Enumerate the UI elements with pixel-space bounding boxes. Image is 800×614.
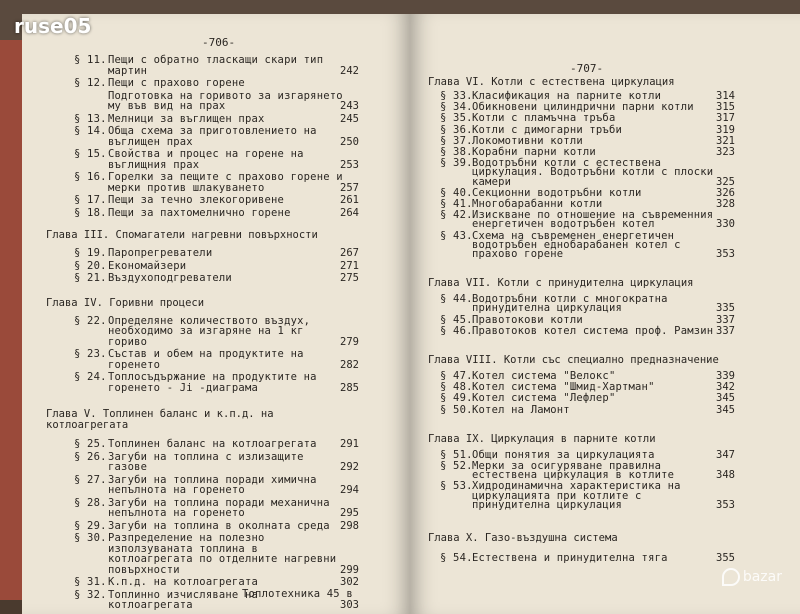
toc-entry-text: Правотоков котел система проф. Рамзин (472, 324, 714, 337)
toc-section-number: § 29. (74, 519, 107, 532)
toc-entry-text: енергетичен водотръбен котел (472, 218, 655, 231)
toc-entry-text: Определяне количеството въздух, (108, 314, 311, 327)
toc-page-number: 348 (716, 469, 735, 482)
toc-entry-text: котлоагрегата по отделните нагревни (108, 553, 337, 565)
toc-entry-text: въглищен прах (108, 135, 193, 148)
toc-entry-text: Подготовка на горивото за изгарянето (108, 89, 343, 102)
toc-section-number: § 21. (74, 272, 107, 284)
toc-entry-text: необходимо за изгаряне на 1 кг (108, 325, 304, 337)
toc-page-number: 245 (340, 112, 359, 125)
toc-page-number: 337 (716, 324, 735, 337)
toc-entry-text: гориво (108, 335, 148, 348)
toc-section-number: § 43. (440, 229, 473, 242)
toc-page-number: 285 (340, 381, 359, 394)
toc-page-number: 345 (716, 392, 735, 405)
toc-page-number: 282 (340, 358, 359, 371)
toc-section-number: § 31. (74, 576, 107, 588)
toc-page-number: 267 (340, 247, 359, 259)
chapter-heading: Глава VII. Котли с принудителна циркулация (428, 277, 694, 290)
toc-page-number: 271 (340, 259, 359, 272)
site-logo (722, 568, 782, 586)
toc-entry-text: Котли с димогарни тръби (472, 123, 622, 136)
right-page (410, 14, 800, 614)
toc-entry-text: Топлосъдържание на продуктите на (108, 371, 317, 383)
toc-page-number: 302 (340, 576, 359, 588)
toc-section-number: § 17. (74, 194, 107, 206)
toc-entry-text: Загуби на топлина поради химична (108, 473, 317, 486)
toc-section-number: § 19. (74, 247, 107, 259)
toc-entry-text: Правотокови котли (472, 313, 583, 326)
toc-page-number: 339 (716, 370, 735, 382)
logo-text: bazar (742, 569, 782, 585)
toc-section-number: § 11. (74, 54, 107, 66)
toc-page-number: 292 (340, 461, 359, 473)
toc-section-number: § 49. (440, 392, 473, 405)
toc-page-number: 298 (340, 519, 359, 532)
toc-entry-text: газове (108, 461, 148, 473)
toc-entry-text: горенето - Ji -диаграма (108, 381, 258, 394)
toc-section-number: § 18. (74, 206, 107, 219)
chapter-heading: Глава IX. Циркулация в парните котли (428, 432, 656, 445)
toc-entry-text: Котел система "Лефлер" (472, 392, 616, 405)
chapter-heading: Глава VI. Котли с естествена циркулация (428, 76, 675, 88)
chapter-heading: Глава VIII. Котли със специално предназначение (428, 354, 719, 366)
toc-entry-text: Загуби на топлина в околната среда (108, 519, 330, 532)
toc-entry-text: Схема на съвременен енергетичен (472, 229, 675, 242)
toc-page-number: 328 (716, 198, 735, 210)
toc-section-number: § 12. (74, 77, 107, 89)
toc-entry-text: Котел система "Велокс" (472, 370, 616, 382)
toc-section-number: § 45. (440, 313, 473, 326)
toc-section-number: § 24. (74, 371, 107, 383)
toc-entry-text: Горелки за пещите с прахово горене и (108, 171, 343, 183)
toc-entry-text: Обикновени цилиндрични парни котли (472, 101, 694, 114)
toc-section-number: § 50. (440, 403, 473, 416)
toc-section-number: § 39. (440, 157, 473, 170)
toc-section-number: § 42. (440, 209, 473, 222)
toc-entry-text: Пещи за пахтомелнично горене (108, 206, 291, 219)
toc-section-number: § 48. (440, 381, 473, 394)
toc-section-number: § 26. (74, 450, 107, 463)
toc-section-number: § 52. (440, 460, 473, 472)
toc-page-number: 264 (340, 206, 359, 219)
toc-section-number: § 16. (74, 171, 107, 183)
toc-page-number: 295 (340, 507, 359, 519)
toc-entry-text: Економайзери (108, 259, 187, 272)
page-footer: Топлотехника 45 в (242, 588, 353, 600)
toc-section-number: § 51. (440, 448, 473, 461)
toc-entry-text: Състав и обем на продуктите на (108, 348, 304, 360)
toc-section-number: § 46. (440, 324, 473, 337)
toc-page-number: 303 (340, 599, 359, 611)
toc-page-number: 243 (340, 100, 359, 112)
page-number-left: -706- (202, 36, 236, 49)
toc-section-number: § 37. (440, 134, 473, 147)
toc-page-number: 353 (716, 498, 735, 511)
toc-page-number: 253 (340, 158, 359, 171)
toc-page-number: 326 (716, 186, 735, 199)
toc-page-number: 257 (340, 181, 359, 194)
toc-section-number: § 34. (440, 101, 473, 114)
watermark-text: ruse05 (14, 14, 92, 38)
toc-page-number: 355 (716, 552, 735, 564)
toc-page-number: 294 (340, 484, 359, 496)
toc-page-number: 275 (340, 272, 359, 284)
toc-entry-text: Загуби на топлина поради механична (108, 496, 330, 509)
toc-section-number: § 32. (74, 588, 107, 601)
toc-page-number: 299 (340, 563, 359, 576)
toc-section-number: § 41. (440, 198, 473, 210)
toc-entry-text: принудителна циркулация (472, 498, 622, 511)
toc-section-number: § 20. (74, 259, 107, 272)
toc-section-number: § 36. (440, 123, 473, 136)
toc-entry-text: използуваната топлина в (108, 542, 258, 555)
chapter-heading: Глава V. Топлинен баланс и к.п.д. на (46, 408, 274, 420)
toc-section-number: § 40. (440, 186, 473, 199)
toc-entry-text: Водотръбни котли с многократна (472, 293, 668, 306)
toc-entry-text: Локомотивни котли (472, 134, 583, 147)
toc-page-number: 250 (340, 135, 359, 148)
toc-section-number: § 27. (74, 473, 107, 486)
page-number-right: -707- (570, 62, 604, 75)
toc-section-number: § 14. (74, 125, 107, 137)
chapter-heading: Глава III. Спомагатели нагревни повърхности (46, 229, 318, 241)
toc-entry-text: циркулацията при котлите с (472, 489, 642, 502)
toc-page-number: 291 (340, 438, 359, 450)
toc-page-number: 330 (716, 218, 735, 231)
toc-entry-text: Изискване по отношение на съвременния (472, 209, 714, 222)
toc-entry-text: Хидродинамична характеристика на (472, 480, 681, 493)
toc-page-number: 315 (716, 101, 735, 114)
toc-entry-text: въглищния прах (108, 158, 200, 171)
toc-page-number: 337 (716, 313, 735, 326)
toc-page-number: 279 (340, 335, 359, 348)
toc-entry-text: Разпределение на полезно (108, 532, 265, 544)
toc-entry-text: непълнота на горенето (108, 484, 245, 496)
toc-entry-text: Топлинен баланс на котлоагрегата (108, 438, 317, 450)
toc-page-number: 261 (340, 194, 359, 206)
logo-mark-icon (722, 568, 740, 586)
toc-entry-text: Въздухоподгреватели (108, 272, 232, 284)
toc-entry-text: Естествена и принудителна тяга (472, 552, 668, 564)
toc-entry-text: Котел система "Шмид-Хартман" (472, 381, 655, 394)
toc-entry-text: Загуби на топлина с излизащите (108, 450, 304, 463)
toc-page-number: 353 (716, 248, 735, 260)
toc-page-number: 242 (340, 64, 359, 77)
toc-page-number: 319 (716, 123, 735, 136)
toc-entry-text: Корабни парни котли (472, 146, 596, 158)
toc-section-number: § 38. (440, 146, 473, 158)
chapter-heading: Глава X. Газо-въздушна система (428, 532, 618, 544)
toc-page-number: 323 (716, 146, 735, 158)
toc-entry-text: естествена циркулация в котлите (472, 469, 675, 482)
toc-entry-text: Класификация на парните котли (472, 90, 662, 102)
toc-page-number: 314 (716, 90, 735, 102)
toc-entry-text: Многобарабанни котли (472, 198, 603, 210)
toc-entry-text: горенето (108, 358, 161, 371)
toc-section-number: § 28. (74, 496, 107, 509)
toc-entry-text: Котел на Ламонт (472, 403, 570, 416)
toc-entry-text: непълнота на горенето (108, 507, 245, 519)
toc-page-number: 335 (716, 302, 735, 315)
chapter-heading: Глава IV. Горивни процеси (46, 296, 205, 309)
toc-section-number: § 25. (74, 438, 107, 450)
toc-section-number: § 30. (74, 532, 107, 544)
toc-entry-text: циркулация. Водотръбни котли с плоски (472, 166, 714, 179)
toc-entry-text: К.п.д. на котлоагрегата (108, 576, 258, 588)
toc-entry-text: котлоагрегата (108, 599, 193, 611)
toc-section-number: § 47. (440, 370, 473, 382)
toc-entry-text: мартин (108, 64, 148, 77)
toc-section-number: § 44. (440, 293, 473, 306)
toc-page-number: 345 (716, 403, 735, 416)
toc-entry-text: му във вид на прах (108, 100, 226, 112)
toc-page-number: 325 (716, 175, 735, 188)
toc-section-number: § 23. (74, 348, 107, 360)
toc-entry-text: водотръбен еднобарабанен котел с (472, 238, 681, 251)
toc-entry-text: мерки против шлакуването (108, 181, 265, 194)
toc-entry-text: Паропрегреватели (108, 247, 213, 259)
toc-entry-text: прахово горене (472, 248, 564, 260)
toc-entry-text: Свойства и процес на горене на (108, 148, 304, 160)
toc-entry-text: Мелници за въглищен прах (108, 112, 265, 125)
left-page (22, 14, 410, 614)
toc-entry-text: Топлинно изчисляване на (108, 588, 258, 601)
toc-entry-text: Пещи с прахово горене (108, 77, 245, 89)
toc-entry-text: Водотръбни котли с естествена (472, 157, 662, 170)
toc-entry-text: повърхности (108, 563, 180, 576)
toc-section-number: § 22. (74, 314, 107, 327)
toc-entry-text: Пещи за течно злекогоривене (108, 194, 285, 206)
toc-entry-text: принудителна циркулация (472, 302, 622, 315)
toc-section-number: § 15. (74, 148, 107, 160)
toc-section-number: § 13. (74, 112, 107, 125)
toc-section-number: § 53. (440, 480, 473, 493)
toc-entry-text: Общи понятия за циркулацията (472, 448, 655, 461)
toc-entry-text: Котли с пламъчна тръба (472, 112, 616, 125)
toc-page-number: 317 (716, 112, 735, 125)
toc-page-number: 321 (716, 134, 735, 147)
toc-entry-text: камери (472, 175, 512, 188)
toc-page-number: 342 (716, 381, 735, 394)
toc-entry-text: Обща схема за приготовлението на (108, 125, 317, 137)
toc-section-number: § 54. (440, 552, 473, 564)
toc-section-number: § 35. (440, 112, 473, 125)
toc-entry-text: Мерки за осигуряване правилна (472, 460, 662, 472)
chapter-heading: котлоагрегата (46, 419, 129, 431)
toc-entry-text: Пещи с обратно тласкащи скари тип (108, 54, 324, 66)
toc-entry-text: Секционни водотръбни котли (472, 186, 642, 199)
toc-page-number: 347 (716, 448, 735, 461)
toc-section-number: § 33. (440, 90, 473, 102)
